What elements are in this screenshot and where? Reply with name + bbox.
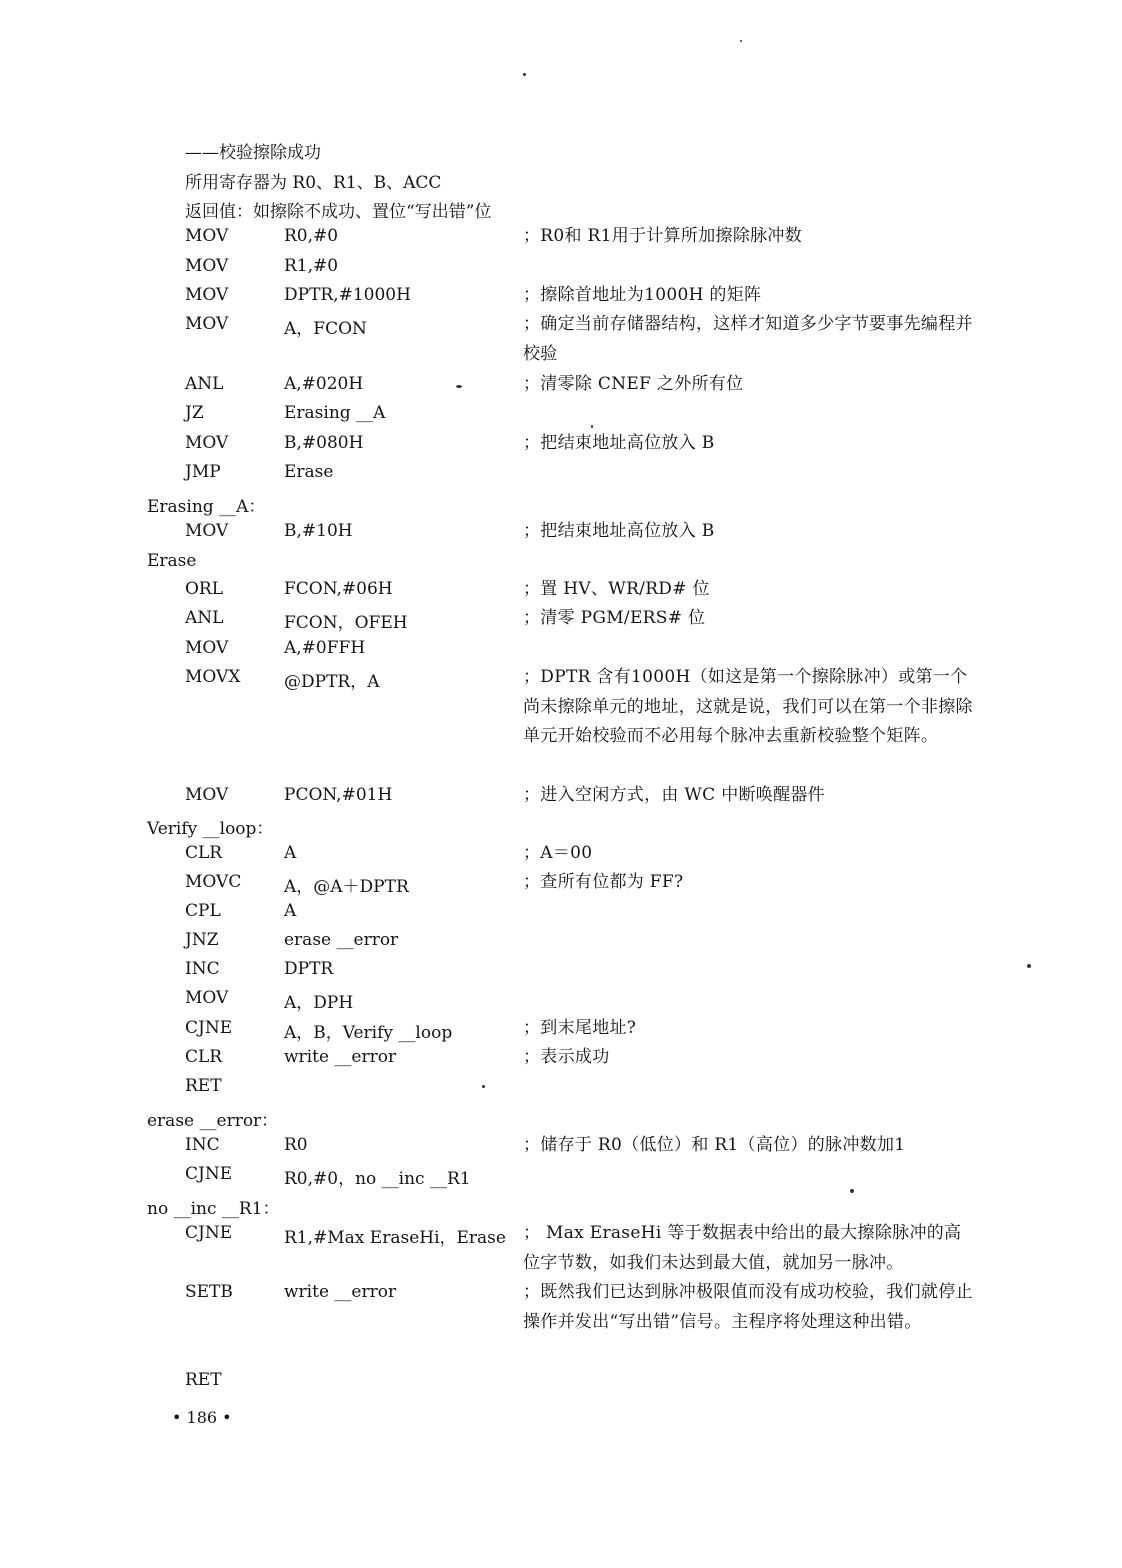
code-operand: Erase [284,462,334,482]
code-opcode: ANL [185,374,224,394]
code-label: Erasing __A： [147,497,266,517]
code-line [0,433,1122,462]
code-line [0,608,1122,637]
code-opcode: MOV [185,638,229,658]
code-line [0,959,1122,988]
code-comment: ；把结束地址高位放入 B [523,433,715,453]
scan-speck [523,73,526,76]
code-comment: ； Max EraseHi 等于数据表中给出的最大擦除脉冲的高位字节数，如我们未达到最大值，就加另一脉冲。 [523,1223,962,1273]
code-opcode: RET [185,1076,222,1096]
code-opcode: INC [185,959,220,979]
code-operand: Erasing __A [284,403,386,423]
code-opcode: CJNE [185,1018,233,1038]
code-comment: ；确定当前存储器结构，这样才知道多少字节要事先编程并校验 [523,314,973,364]
scan-speck [456,385,462,388]
code-comment: ；既然我们已达到脉冲极限值而没有成功校验，我们就停止操作并发出“写出错”信号。主程序将处理这种出错。 [523,1282,973,1332]
code-comment: ；把结束地址高位放入 B [523,521,715,541]
code-comment: ；表示成功 [523,1047,610,1067]
return-value-note: 返回值：如擦除不成功、置位“写出错”位 [185,202,492,222]
code-comment: ；到末尾地址? [523,1018,637,1038]
scan-speck [591,425,593,428]
code-opcode: MOVX [185,667,241,687]
code-line [0,1370,1122,1399]
code-operand: write __error [284,1047,397,1067]
scan-speck [482,1085,485,1088]
code-opcode: MOV [185,285,229,305]
code-line [0,521,1122,550]
code-line [0,872,1122,901]
code-operand: R0,#0，no __inc __R1 [284,1169,471,1189]
code-opcode: CJNE [185,1223,233,1243]
code-opcode: ANL [185,608,224,628]
code-line [0,667,1122,746]
scan-speck [850,1189,854,1193]
code-operand: R0,#0 [284,226,339,246]
code-operand: R0 [284,1135,308,1155]
code-operand: erase __error [284,930,399,950]
code-opcode: SETB [185,1282,233,1302]
code-operand: @DPTR，A [284,672,380,692]
code-operand: FCON,#06H [284,579,393,599]
code-operand: A,#020H [284,374,364,394]
scan-speck [740,40,742,42]
code-label: no __inc __R1： [147,1199,280,1219]
page-number: • 186 • [172,1408,232,1427]
code-comment: ；查所有位都为 FF? [523,872,684,892]
code-comment: ；置 HV、WR/RD# 位 [523,579,710,599]
code-line [0,462,1122,491]
code-line [0,1164,1122,1193]
code-label: Erase [147,551,197,571]
code-operand: R1,#0 [284,256,339,276]
code-comment: ；A＝00 [523,843,593,863]
code-opcode: MOV [185,226,229,246]
code-operand: PCON,#01H [284,785,393,805]
code-line [0,1047,1122,1076]
code-comment: ；清零除 CNEF 之外所有位 [523,374,744,394]
code-line [0,988,1122,1017]
code-operand: write __error [284,1282,397,1302]
code-opcode: INC [185,1135,220,1155]
code-comment: ；清零 PGM/ERS# 位 [523,608,706,628]
code-line [0,403,1122,432]
code-opcode: MOV [185,521,229,541]
scan-speck [1027,964,1031,968]
code-operand: DPTR,#1000H [284,285,411,305]
code-line [0,314,1122,364]
code-operand: A [284,843,297,863]
code-opcode: JNZ [185,930,219,950]
section-heading: ——校验擦除成功 [185,143,321,163]
code-opcode: CPL [185,901,221,921]
code-operand: A，@A＋DPTR [284,877,409,897]
code-opcode: JMP [185,462,221,482]
code-operand: A，B，Verify __loop [284,1023,453,1043]
code-comment: ；进入空闲方式，由 WC 中断唤醒器件 [523,785,825,805]
code-line [0,901,1122,930]
code-comment: ；DPTR 含有1000H（如这是第一个擦除脉冲）或第一个尚未擦除单元的地址，这就是说，我们可以在第一个非擦除单元开始校验而不必用每个脉冲去重新校验整个矩阵。 [523,667,973,746]
code-line [0,785,1122,814]
code-comment: ；擦除首地址为1000H 的矩阵 [523,285,762,305]
code-label: erase __error： [147,1111,279,1131]
code-opcode: ORL [185,579,224,599]
code-opcode: RET [185,1370,222,1390]
code-label: Verify __loop： [147,819,274,839]
code-line [0,1135,1122,1164]
code-operand: R1,#Max EraseHi，Erase [284,1228,506,1248]
code-line [0,226,1122,255]
code-opcode: MOV [185,988,229,1008]
code-operand: DPTR [284,959,334,979]
code-operand: B,#080H [284,433,364,453]
code-comment: ；R0和 R1用于计算所加擦除脉冲数 [523,226,803,246]
code-opcode: MOV [185,314,229,334]
code-line [0,374,1122,403]
code-opcode: MOV [185,785,229,805]
code-operand: A [284,901,297,921]
code-operand: B,#10H [284,521,353,541]
code-operand: A,#0FFH [284,638,366,658]
code-line [0,1223,1122,1273]
code-operand: A，DPH [284,993,354,1013]
code-operand: FCON，OFEH [284,613,408,633]
code-opcode: MOV [185,256,229,276]
code-opcode: CJNE [185,1164,233,1184]
code-operand: A，FCON [284,319,367,339]
code-opcode: MOVC [185,872,242,892]
code-line [0,1076,1122,1105]
code-opcode: MOV [185,433,229,453]
code-comment: ；储存于 R0（低位）和 R1（高位）的脉冲数加1 [523,1135,906,1155]
code-opcode: JZ [185,403,204,423]
registers-used-note: 所用寄存器为 R0、R1、B、ACC [185,173,442,193]
code-opcode: CLR [185,843,223,863]
code-line [0,930,1122,959]
code-opcode: CLR [185,1047,223,1067]
code-line [0,1282,1122,1332]
